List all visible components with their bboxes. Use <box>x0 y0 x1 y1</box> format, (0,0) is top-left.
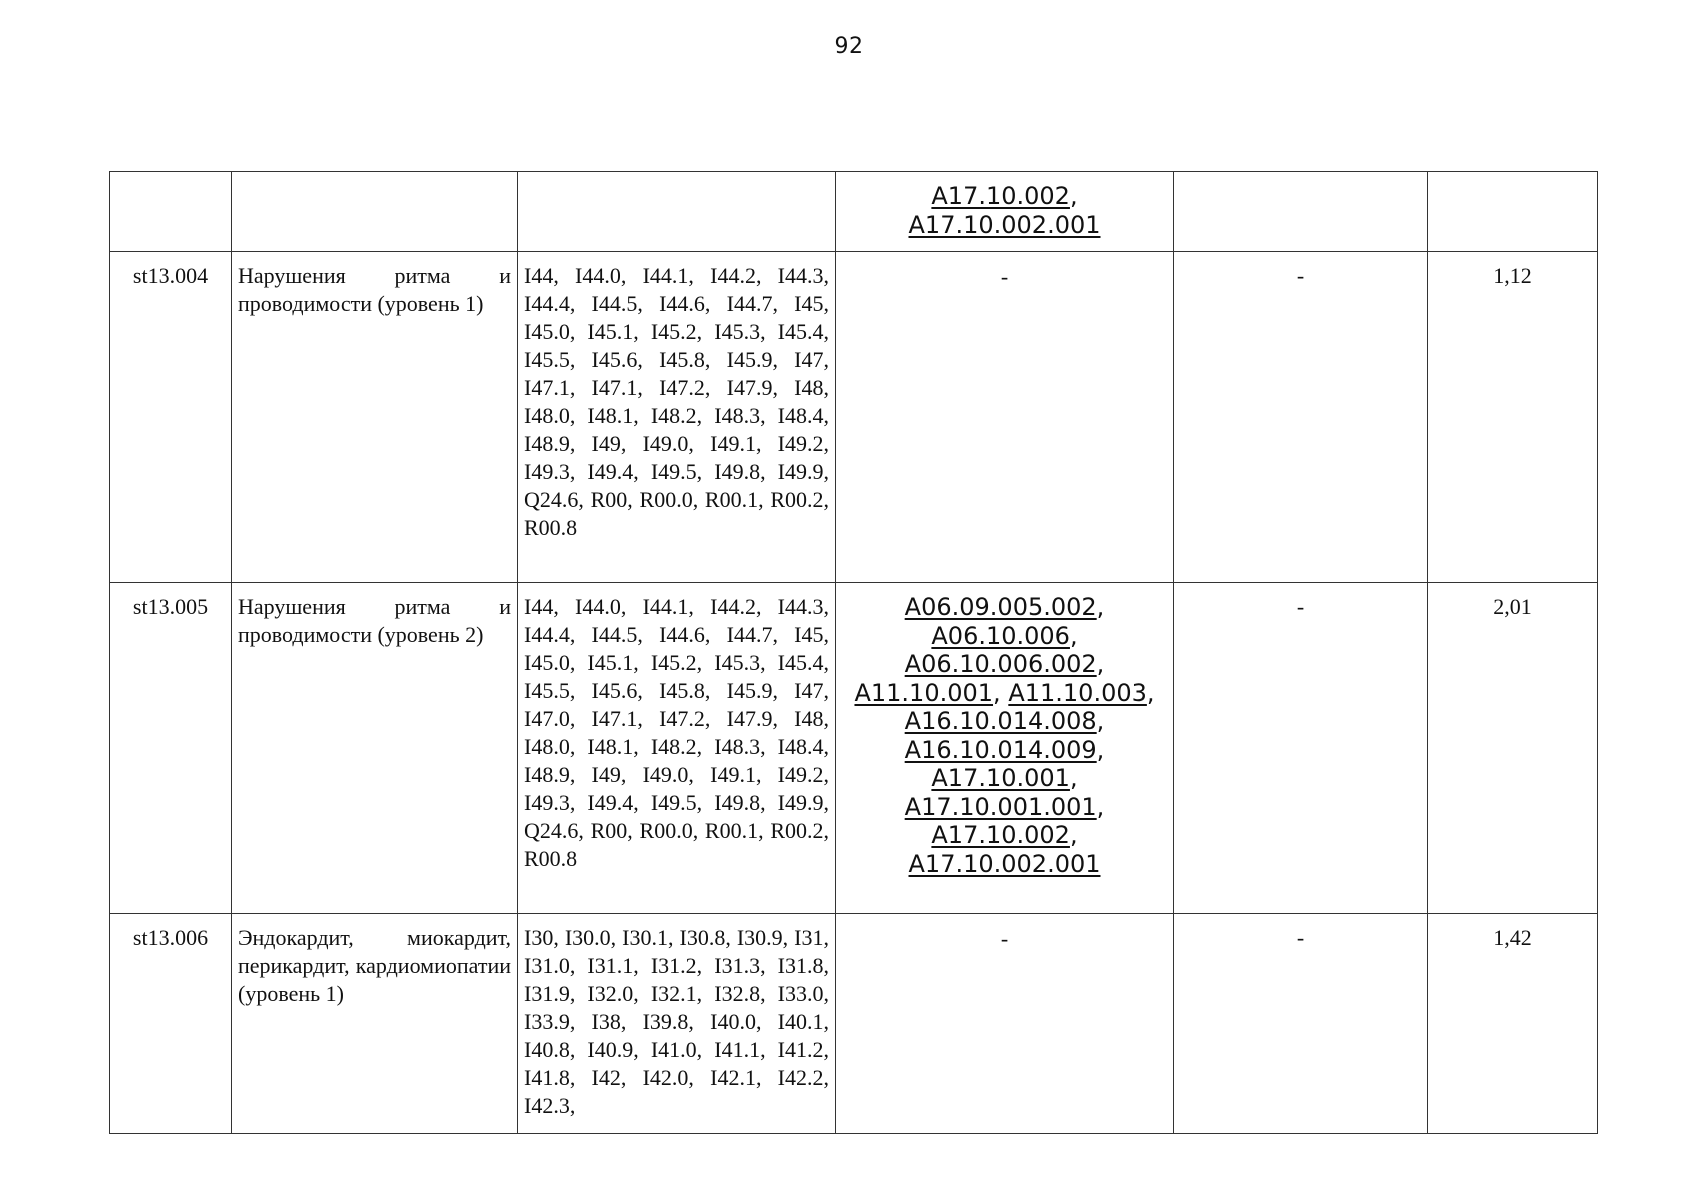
service-code-link[interactable]: A11.10.003 <box>1008 678 1147 707</box>
coef-cell <box>1428 172 1598 252</box>
separator: , <box>1096 593 1105 621</box>
service-code-link[interactable]: A17.10.002.001 <box>908 210 1101 239</box>
icd-cell <box>518 172 836 252</box>
table-row <box>110 914 1598 1134</box>
service-code-link[interactable]: A16.10.014.009 <box>904 735 1097 764</box>
services-cell <box>836 914 1174 1134</box>
separator: , <box>1069 764 1078 792</box>
coef-cell: 2,01 <box>1428 583 1598 914</box>
separator: , <box>1069 182 1078 210</box>
code-cell <box>110 172 232 252</box>
service-code-link[interactable]: A17.10.002.001 <box>908 849 1101 878</box>
separator: , <box>1096 650 1105 678</box>
separator: , <box>1096 792 1105 821</box>
coef-cell: 1,12 <box>1428 252 1598 583</box>
service-code-link[interactable]: A17.10.001.001 <box>904 792 1097 821</box>
name-cell <box>232 172 518 252</box>
name-cell: Нарушения ритма и проводимости (уровень 2) <box>232 583 518 914</box>
code-cell: st13.004 <box>110 252 232 583</box>
service-code-link[interactable]: A17.10.002 <box>931 182 1070 210</box>
separator: , <box>993 678 1001 707</box>
extra-cell: - <box>1174 914 1428 1134</box>
icd-cell: I30, I30.0, I30.1, I30.8, I30.9, I31, I31.0, I31.1, I31.2, I31.3, I31.8, I31.9, I32.0, I32.1, I32.8, I33.0, I33.9, I38, I39.8, I40.0, I40.1, I40.8, I40.9, I41.0, I41.1, I41.2, I41.8, I42, I42.0, I42.1, I42.2, I42.3, <box>518 914 836 1134</box>
name-cell: Нарушения ритма и проводимости (уровень 1) <box>232 252 518 583</box>
extra-cell <box>1174 172 1428 252</box>
services-cell <box>836 172 1174 252</box>
icd-cell: I44, I44.0, I44.1, I44.2, I44.3, I44.4, I44.5, I44.6, I44.7, I45, I45.0, I45.1, I45.2, I45.3, I45.4, I45.5, I45.6, I45.8, I45.9, I47, I47.0, I47.1, I47.2, I47.9, I48, I48.0, I48.1, I48.2, I48.3, I48.4, I48.9, I49, I49.0, I49.1, I49.2, I49.3, I49.4, I49.5, I49.8, I49.9, Q24.6, R00, R00.0, R00.1, R00.2, R00.8 <box>518 583 836 914</box>
name-cell: Эндокардит, миокардит, перикардит, кардиомиопатии (уровень 1) <box>232 914 518 1134</box>
services-dash: - <box>1000 926 1009 951</box>
table-row <box>110 172 1598 252</box>
separator: , <box>1096 707 1105 735</box>
tariff-table <box>109 171 1598 1134</box>
services-cell <box>836 583 1174 914</box>
service-code-link[interactable]: A17.10.002 <box>931 821 1070 849</box>
table-row <box>110 583 1598 914</box>
service-code-link[interactable]: A16.10.014.008 <box>904 707 1097 735</box>
extra-cell: - <box>1174 252 1428 583</box>
separator: , <box>1096 735 1105 764</box>
services-cell <box>836 252 1174 583</box>
separator: , <box>1069 621 1078 650</box>
separator: , <box>1069 821 1078 849</box>
coef-cell: 1,42 <box>1428 914 1598 1134</box>
table-row <box>110 252 1598 583</box>
icd-cell: I44, I44.0, I44.1, I44.2, I44.3, I44.4, I44.5, I44.6, I44.7, I45, I45.0, I45.1, I45.2, I45.3, I45.4, I45.5, I45.6, I45.8, I45.9, I47, I47.1, I47.1, I47.2, I47.9, I48, I48.0, I48.1, I48.2, I48.3, I48.4, I48.9, I49, I49.0, I49.1, I49.2, I49.3, I49.4, I49.5, I49.8, I49.9, Q24.6, R00, R00.0, R00.1, R00.2, R00.8 <box>518 252 836 583</box>
extra-cell: - <box>1174 583 1428 914</box>
service-code-link[interactable]: A11.10.001 <box>854 678 994 707</box>
service-code-link[interactable]: A17.10.001 <box>931 764 1070 792</box>
services-dash: - <box>1000 264 1009 289</box>
service-code-link[interactable]: A06.10.006.002 <box>904 650 1097 678</box>
code-cell: st13.005 <box>110 583 232 914</box>
separator: , <box>1146 678 1155 707</box>
service-code-link[interactable]: A06.10.006 <box>931 621 1070 650</box>
service-code-link[interactable]: A06.09.005.002 <box>904 593 1097 621</box>
page-number: 92 <box>834 34 864 59</box>
code-cell: st13.006 <box>110 914 232 1134</box>
